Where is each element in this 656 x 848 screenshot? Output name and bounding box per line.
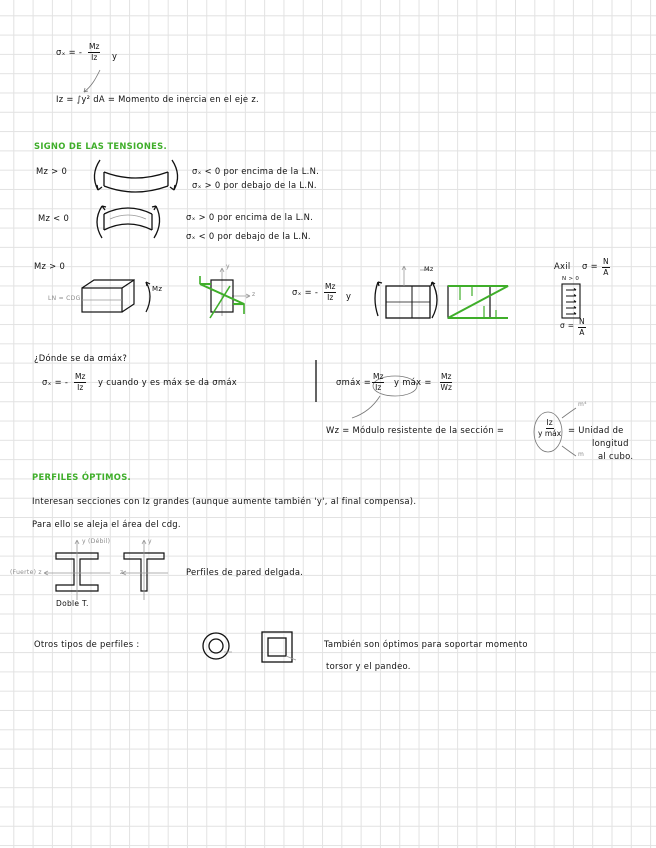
right-num-2: Mz [441,372,452,381]
wz-tail-2: longitud [592,438,629,448]
axis-z-label: z [252,291,256,298]
axil-bottom-sigma: σ = [560,321,575,330]
mz-tag-2: Mz [424,265,434,273]
wz-line: Wz = Módulo resistente de la sección = [326,425,505,435]
axil-label: Axil [554,261,571,271]
axil-num: N [603,257,609,266]
formula-top-den: Iz [91,52,98,62]
wz-tail-3: al cubo. [598,451,634,461]
sigma-max-question: ¿Dónde se da σmáx? [34,353,128,363]
axil-bottom-fraction [578,318,586,336]
diagram-formula-num: Mz [325,282,336,291]
max-line-sigma: σₓ = - [42,377,69,387]
inertia-line: Iz = ∫y² dA = Momento de inercia en el eje z. [56,94,259,104]
circular-hollow-section [203,633,232,659]
axil-bottom-den: A [579,327,585,337]
signs-title: SIGNO DE LAS TENSIONES. [34,141,167,151]
max-line-tail: y cuando y es máx se da σmáx [98,377,238,387]
t-axis-z: z [120,569,124,576]
mz-tag: Mz [152,285,163,293]
profiles-line-1: Interesan secciones con Iz grandes (aunque aumente también 'y', al final compensa). [32,496,417,506]
right-num-1: Mz [373,372,384,381]
sigma-max-callouts [352,376,576,456]
positive-line-2: σₓ > 0 por debajo de la L.N. [192,180,317,190]
fuerte-label: (Fuerte) z [10,569,42,576]
t-section [122,540,168,600]
negative-line-2: σₓ < 0 por debajo de la L.N. [186,231,311,241]
mz-diagram-label: Mz > 0 [34,261,66,271]
diagram-formula-tail: y [346,291,352,301]
positive-line-1: σₓ < 0 por encima de la L.N. [192,166,320,176]
right-den-2: Wz [440,382,452,392]
axil-bottom-num: N [579,317,585,326]
axis-y-label: y [226,263,230,270]
axil-fraction [602,258,610,276]
neutral-line-label: LN = CDG [48,295,81,302]
axial-stress-diagram [562,284,580,318]
mz-positive-label: Mz > 0 [36,166,68,176]
i-beam-section [44,540,110,600]
axil-den: A [603,267,609,277]
diagram-formula-den: Iz [327,292,334,302]
unit-m: m [578,451,585,458]
right-fraction-2 [440,373,452,391]
right-sigma-max: σmáx = [336,377,372,387]
negative-line-1: σₓ > 0 por encima de la L.N. [186,212,314,222]
t-axis-y: y [148,538,152,545]
thin-wall-label: Perfiles de pared delgada. [186,567,304,577]
other-profiles-text-2: torsor y el pandeo. [326,661,411,671]
wz-den: y máx [538,428,562,438]
beam-stress-distribution [375,266,508,318]
mz-negative-label: Mz < 0 [38,213,70,223]
stress-diagram-green [200,268,250,318]
doble-t-label: Doble T. [56,599,89,608]
debil-label: y (Débil) [82,538,111,545]
profiles-line-2: Para ello se aleja el área del cdg. [32,519,181,529]
inertia-pointer-arrow [84,70,100,92]
max-line-fraction [74,373,86,391]
formula-top-num: Mz [89,42,100,51]
beam-negative-bending [97,206,160,238]
wz-tail-1: = Unidad de [568,425,624,435]
beam-positive-bending [94,160,177,192]
other-profiles-text-1: También son óptimos para soportar momento [324,639,528,649]
max-line-num: Mz [75,372,86,381]
wz-num: Iz [546,418,553,427]
wz-fraction [538,419,561,437]
profiles-title: PERFILES ÓPTIMOS. [32,472,132,482]
right-mid: y máx = [394,377,432,387]
right-den-1: Iz [375,382,382,392]
axil-n-positive: N > 0 [562,276,580,282]
formula-top-sigma: σₓ = - [56,47,83,57]
beam-3d-box [82,280,150,312]
rectangular-hollow-section [262,632,296,662]
max-line-den: Iz [77,382,84,392]
formula-top-tail: y [112,51,118,61]
unit-m4: m⁴ [578,401,587,408]
other-profiles-label: Otros tipos de perfiles : [34,639,140,649]
diagram-formula-fraction [324,283,336,301]
right-fraction-1 [372,373,384,391]
axil-sigma: σ = [582,261,598,271]
formula-top-fraction [88,43,100,61]
diagram-formula-sigma: σₓ = - [292,287,319,297]
